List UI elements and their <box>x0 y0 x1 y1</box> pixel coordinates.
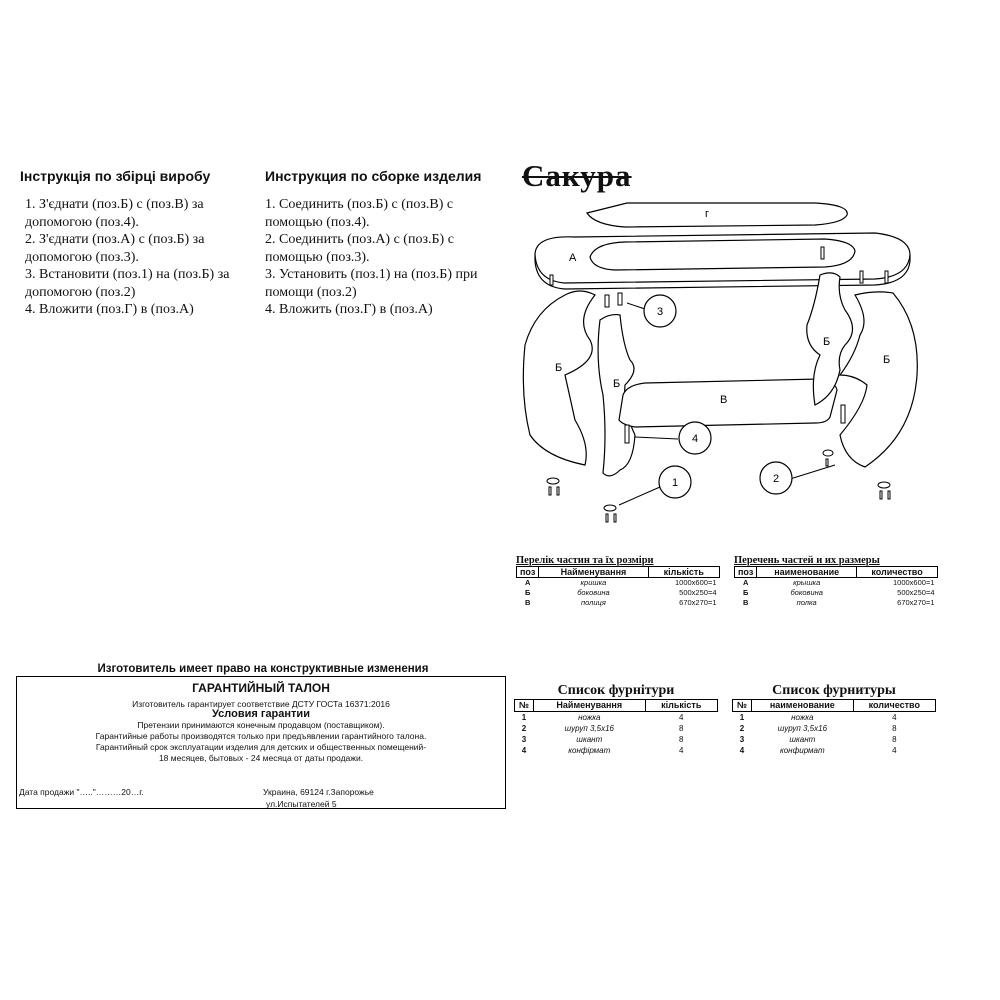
instruction-step: 4. Вложити (поз.Г) в (поз.А) <box>25 302 194 317</box>
col-qty: количество <box>853 700 935 712</box>
product-name: Сакура <box>522 158 632 193</box>
col-number: № <box>733 700 752 712</box>
parts-table-ru-caption: Перечень частей и их размеры <box>734 555 880 566</box>
col-name: Найменування <box>539 567 648 578</box>
fittings-table-ua-caption: Список фурнітури <box>557 683 675 698</box>
instruction-step: 2. З'єднати (поз.А) с (поз.Б) за допомогою (поз.3). <box>25 232 205 265</box>
table-row: 3 шкант 8 <box>739 735 897 744</box>
callout-1: 1 <box>671 477 679 489</box>
label-side-right-outer: Б <box>883 354 891 366</box>
table-row: 4 конфірмат 4 <box>521 746 684 755</box>
instructions-ru-list <box>265 196 490 319</box>
warranty-line: Претензии принимаются конечным продавцом (поставщиком). <box>137 720 385 730</box>
table-row: А крышка 1000x600=1 <box>742 578 935 587</box>
col-name: Найменування <box>534 700 646 712</box>
label-shelf: В <box>720 394 728 406</box>
warranty-card <box>16 676 506 809</box>
warranty-line: 18 месяцев, бытовых - 24 месяца от даты продажи. <box>158 753 364 763</box>
shelf-shape <box>619 379 837 427</box>
table-row: Б боковина 500x250=4 <box>742 588 935 597</box>
parts-table-ru <box>734 555 938 608</box>
manufacturer-note: Изготовитель имеет право на конструктивные изменения <box>97 663 429 675</box>
instructions-ru <box>265 168 490 319</box>
address-line-1: Украина, 69124 г.Запорожье <box>263 787 374 797</box>
instructions-ua-title: Інструкція по збірці виробу <box>20 168 211 184</box>
callout-3: 3 <box>656 306 664 318</box>
table-row: 4 конфирмат 4 <box>739 746 897 755</box>
fittings-table-ua <box>514 683 718 756</box>
callout-4: 4 <box>691 433 699 445</box>
col-name: наименование <box>757 567 857 578</box>
instructions-ua <box>20 168 245 319</box>
label-glass: г <box>705 208 710 220</box>
parts-table-ua-grid <box>516 566 720 608</box>
sale-date: Дата продажи "….."………20…г. <box>19 787 144 797</box>
side-right-outer-shape <box>840 292 917 467</box>
table-row: Б боковина 500x250=4 <box>524 588 717 597</box>
warranty-line: Гарантийные работы производятся только при предъявлении гарантийного талона. <box>95 731 427 741</box>
label-side-left-outer: Б <box>555 362 563 374</box>
instructions-ua-list <box>20 196 245 319</box>
parts-table-ua-caption: Перелік частин та їх розміри <box>516 555 654 566</box>
table-row: 2 шуруп 3,5х16 8 <box>521 724 684 733</box>
table-top-cutout <box>590 239 855 270</box>
table-row: 1 ножка 4 <box>739 713 897 722</box>
assembly-drawing <box>515 195 935 535</box>
col-name: наименование <box>752 700 854 712</box>
instruction-step: 4. Вложить (поз.Г) в (поз.А) <box>265 302 433 317</box>
table-row: 3 шкант 8 <box>521 735 684 744</box>
fittings-table-ua-grid <box>514 699 718 756</box>
warranty-title: ГАРАНТИЙНЫЙ ТАЛОН <box>192 681 330 695</box>
table-row: В полка 670x270=1 <box>742 598 935 607</box>
label-side-left-inner: Б <box>613 378 621 390</box>
fittings-table-ru <box>732 683 936 756</box>
col-number: № <box>515 700 534 712</box>
warranty-conditions-title: Условия гарантии <box>212 708 310 720</box>
callout-2: 2 <box>772 473 780 485</box>
label-side-right-inner: Б <box>823 336 831 348</box>
table-row: В полиця 670x270=1 <box>524 598 717 607</box>
parts-table-ru-grid <box>734 566 938 608</box>
side-left-outer-shape <box>523 291 595 465</box>
col-pos: поз <box>517 567 539 578</box>
col-qty: количество <box>857 567 938 578</box>
label-top: А <box>569 252 577 264</box>
table-row: 2 шуруп 3,5х16 8 <box>739 724 897 733</box>
col-qty: кількість <box>645 700 717 712</box>
col-qty: кількість <box>648 567 719 578</box>
parts-table-ua <box>516 555 720 608</box>
warranty-standard: Изготовитель гарантирует соответствие ДСТУ ГОСТа 16371:2016 <box>132 699 390 709</box>
instruction-step: 1. Соединить (поз.Б) с (поз.В) с помощью (поз.4). <box>265 197 454 230</box>
fittings-table-ru-caption: Список фурнитуры <box>772 683 896 698</box>
fittings-table-ru-grid <box>732 699 936 756</box>
address-line-2: ул.Испытателей 5 <box>266 799 337 809</box>
instruction-step: 3. Установить (поз.1) на (поз.Б) при помощи (поз.2) <box>265 267 478 300</box>
col-pos: поз <box>735 567 757 578</box>
table-row: 1 ножка 4 <box>521 713 684 722</box>
warranty-line: Гарантийный срок эксплуатации изделия для детских и общественных помещений- <box>95 742 427 752</box>
table-row: А кришка 1000x600=1 <box>524 578 717 587</box>
instruction-step: 1. З'єднати (поз.Б) с (поз.В) за допомогою (поз.4). <box>25 197 204 230</box>
instruction-step: 2. Соединить (поз.А) с (поз.Б) с помощью (поз.3). <box>265 232 454 265</box>
instructions-ru-title: Инструкция по сборке изделия <box>265 168 482 184</box>
instruction-step: 3. Встановити (поз.1) на (поз.Б) за допомогою (поз.2) <box>25 267 230 300</box>
glass-insert-shape <box>587 203 847 227</box>
